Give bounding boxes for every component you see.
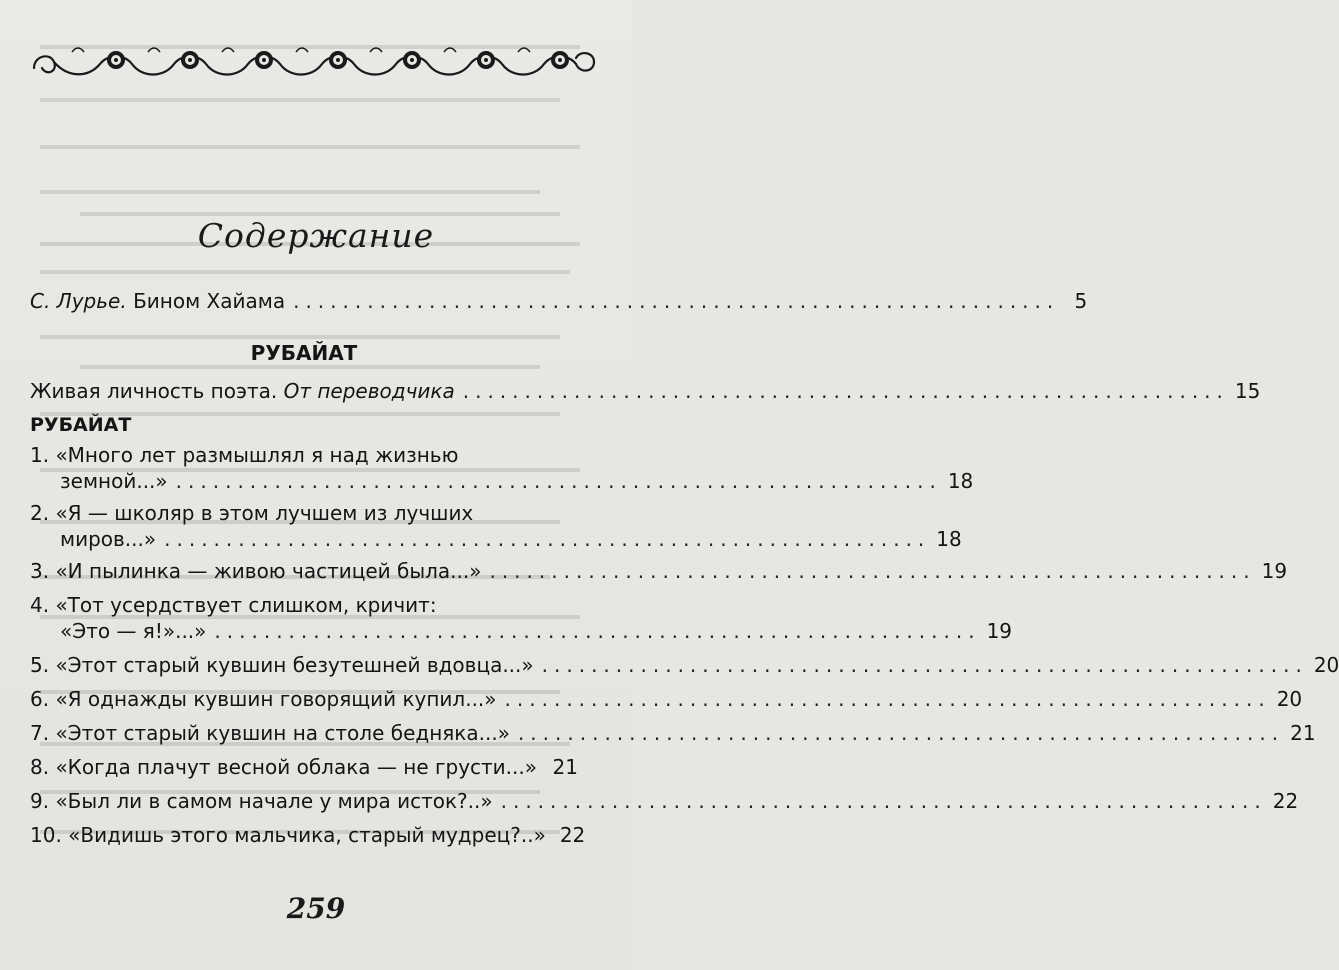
page-number: 22 bbox=[559, 823, 586, 847]
entry-text: 5. «Этот старый кувшин безутешней вдовца...» bbox=[30, 653, 534, 677]
subsection-heading: РУБАЙАТ bbox=[30, 414, 132, 436]
leader-dots: .............................................................. bbox=[214, 619, 981, 643]
toc-entry-7[interactable] bbox=[30, 720, 1316, 746]
leader-dots: .............................................................. bbox=[517, 721, 1285, 745]
page-number: 15 bbox=[1234, 379, 1261, 403]
toc-entry-4[interactable] bbox=[30, 592, 1013, 644]
toc-entry-3[interactable] bbox=[30, 558, 1288, 584]
toc-entry-intro[interactable] bbox=[30, 288, 1088, 314]
entry-text: 6. «Я однажды кувшин говорящий купил...» bbox=[30, 687, 497, 711]
folio-page-number: 259 bbox=[286, 892, 346, 925]
entry-first-line: 4. «Тот усердствует слишком, кричит: bbox=[30, 593, 437, 617]
entry-text: 8. «Когда плачут весной облака — не грусти...» bbox=[30, 755, 537, 779]
entry-first-line: 1. «Много лет размышлял я над жизнью bbox=[30, 443, 459, 467]
decorative-ornament bbox=[28, 38, 604, 88]
toc-entry-6[interactable] bbox=[30, 686, 1303, 712]
entry-last-line: «Это — я!»...» bbox=[60, 619, 207, 643]
page-number: 21 bbox=[1290, 721, 1316, 745]
page-number: 19 bbox=[1261, 559, 1288, 583]
page-number: 21 bbox=[552, 755, 578, 779]
page-number: 20 bbox=[1276, 687, 1303, 711]
toc-entry-5[interactable] bbox=[30, 652, 1339, 678]
leader-dots bbox=[545, 754, 547, 780]
page-number: 5 bbox=[1074, 289, 1088, 313]
toc-entry-10[interactable] bbox=[30, 822, 586, 848]
page-number: 20 bbox=[1313, 653, 1339, 677]
leader-dots: .............................................................. bbox=[175, 469, 942, 493]
entry-text: 3. «И пылинка — живою частицей была...» bbox=[30, 559, 482, 583]
page-number: 19 bbox=[986, 619, 1013, 643]
leader-dots: .............................................................. bbox=[462, 379, 1229, 403]
toc-entry-8[interactable] bbox=[30, 754, 578, 780]
translator-text: Живая личность поэта. bbox=[30, 379, 278, 403]
intro-author: С. Лурье. bbox=[30, 289, 127, 313]
section-heading: РУБАЙАТ bbox=[250, 341, 358, 365]
entry-text: 10. «Видишь этого мальчика, старый мудрец?..» bbox=[30, 823, 546, 847]
leader-dots: .............................................................. bbox=[164, 527, 931, 551]
leader-dots: .............................................................. bbox=[293, 289, 1060, 313]
leader-dots: .............................................................. bbox=[504, 687, 1271, 711]
intro-text: Бином Хайама bbox=[133, 289, 286, 313]
entry-text: 7. «Этот старый кувшин на столе бедняка...» bbox=[30, 721, 510, 745]
entry-last-line: земной...» bbox=[60, 469, 168, 493]
table-of-contents bbox=[30, 288, 1339, 848]
page-number: 18 bbox=[947, 469, 974, 493]
leader-dots: .............................................................. bbox=[489, 559, 1256, 583]
entry-text: 9. «Был ли в самом начале у мира исток?..» bbox=[30, 789, 493, 813]
page-title: Содержание bbox=[197, 216, 435, 255]
page-number: 22 bbox=[1272, 789, 1299, 813]
toc-entry-1[interactable] bbox=[30, 442, 974, 494]
leader-dots: .............................................................. bbox=[500, 789, 1267, 813]
translator-author: От переводчика bbox=[283, 379, 455, 403]
toc-entry-translator[interactable] bbox=[30, 378, 1261, 404]
toc-entry-2[interactable] bbox=[30, 500, 962, 552]
toc-entry-9[interactable] bbox=[30, 788, 1299, 814]
leader-dots: .............................................................. bbox=[541, 653, 1308, 677]
page-number: 18 bbox=[936, 527, 962, 551]
entry-last-line: миров...» bbox=[60, 527, 157, 551]
entry-first-line: 2. «Я — школяр в этом лучшем из лучших bbox=[30, 501, 474, 525]
